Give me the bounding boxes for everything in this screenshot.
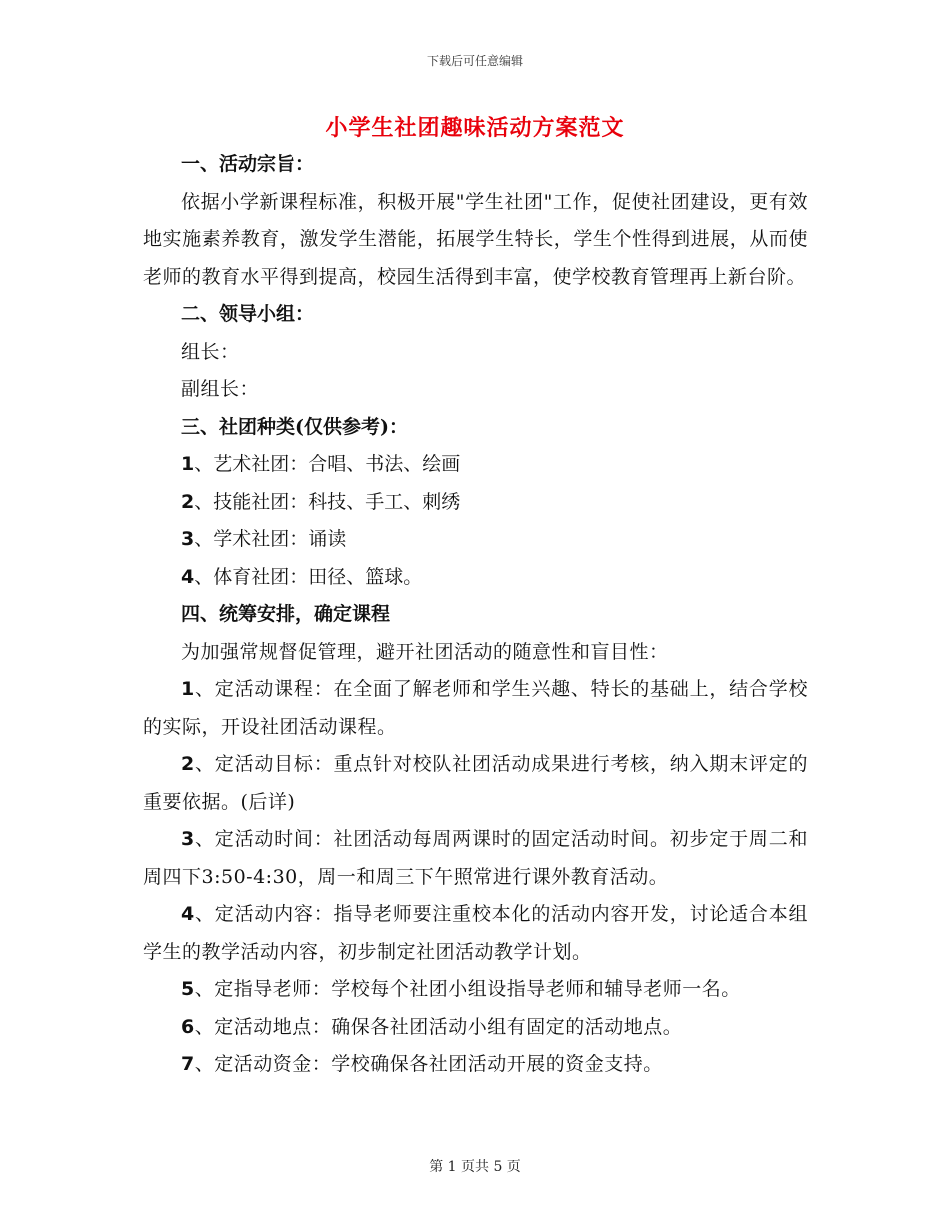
item-number: 3: [181, 528, 195, 550]
item-text: 、技能社团：科技、手工、刺绣: [194, 490, 461, 513]
document-title: 小学生社团趣味活动方案范文: [325, 115, 625, 141]
item-text: 、定指导老师：学校每个社团小组设指导老师和辅导老师一名。: [194, 978, 741, 1000]
item-text: 、定活动内容：指导老师要注重校本化的活动内容开发，讨论适合本组学生的教学活动内容，初步制定社团活动教学计划。: [143, 903, 808, 963]
item-number: 1: [181, 453, 195, 475]
item-text: 、定活动目标：重点针对校队社团活动成果进行考核，纳入期末评定的重要依据。(后详): [143, 753, 808, 813]
item-text: 、定活动地点：确保各社团活动小组有固定的活动地点。: [194, 1015, 683, 1038]
item-number: 4: [181, 565, 195, 588]
page-header-note: 下载后可任意编辑: [426, 54, 523, 68]
item-text: 、艺术社团：合唱、书法、绘画: [194, 453, 461, 475]
section-heading-leadership: 二、领导小组：: [181, 303, 315, 325]
page-number-footer: 第 1 页共 5 页: [429, 1159, 521, 1175]
item-text: 、体育社团：田径、篮球。: [194, 565, 423, 588]
item-text: 、定活动资金：学校确保各社团活动开展的资金支持。: [194, 1053, 663, 1075]
section-heading-arrangement: 四、统筹安排，确定课程: [181, 603, 391, 625]
item-number: 7: [181, 1053, 195, 1075]
club-type-item: [143, 446, 808, 484]
item-number: 5: [181, 978, 195, 1000]
arrangement-intro: 为加强常规督促管理，避开社团活动的随意性和盲目性：: [181, 640, 669, 663]
arrangement-item: [143, 1046, 808, 1084]
purpose-paragraph: 依据小学新课程标准，积极开展"学生社团"工作，促使社团建设，更有效地实施素养教育，激发学生潜能，拓展学生特长，学生个性得到进展，从而使老师的教育水平得到提高，校园生活得到丰富，使学校教育管理再上新台阶。: [143, 190, 808, 288]
item-number: 2: [181, 490, 195, 513]
item-text: 、定活动课程：在全面了解老师和学生兴趣、特长的基础上，结合学校的实际，开设社团活动课程。: [143, 678, 808, 738]
section-heading-club-types: 三、社团种类(仅供参考)：: [181, 415, 408, 438]
item-number: 1: [181, 678, 195, 700]
item-number: 6: [181, 1015, 195, 1038]
item-text: 、学术社团：诵读: [194, 528, 347, 550]
document-body: [143, 146, 808, 1084]
club-type-item: [143, 521, 808, 559]
arrangement-item: [143, 896, 808, 971]
item-text: 、定活动时间：社团活动每周两课时的固定活动时间。初步定于周二和周四下3:50-4:30，周一和周三下午照常进行课外教育活动。: [143, 828, 808, 888]
club-type-item: [143, 484, 808, 522]
arrangement-item: [143, 971, 808, 1009]
deputy-leader-line: 副组长：: [181, 378, 260, 400]
arrangement-item: [143, 671, 808, 746]
item-number: 3: [181, 828, 195, 850]
item-number: 2: [181, 753, 195, 775]
section-heading-purpose: 一、活动宗旨：: [181, 153, 315, 175]
arrangement-item: [143, 821, 808, 896]
arrangement-item: [143, 1009, 808, 1047]
leader-line: 组长：: [181, 340, 240, 363]
arrangement-item: [143, 746, 808, 821]
item-number: 4: [181, 903, 195, 925]
club-type-item: [143, 559, 808, 597]
